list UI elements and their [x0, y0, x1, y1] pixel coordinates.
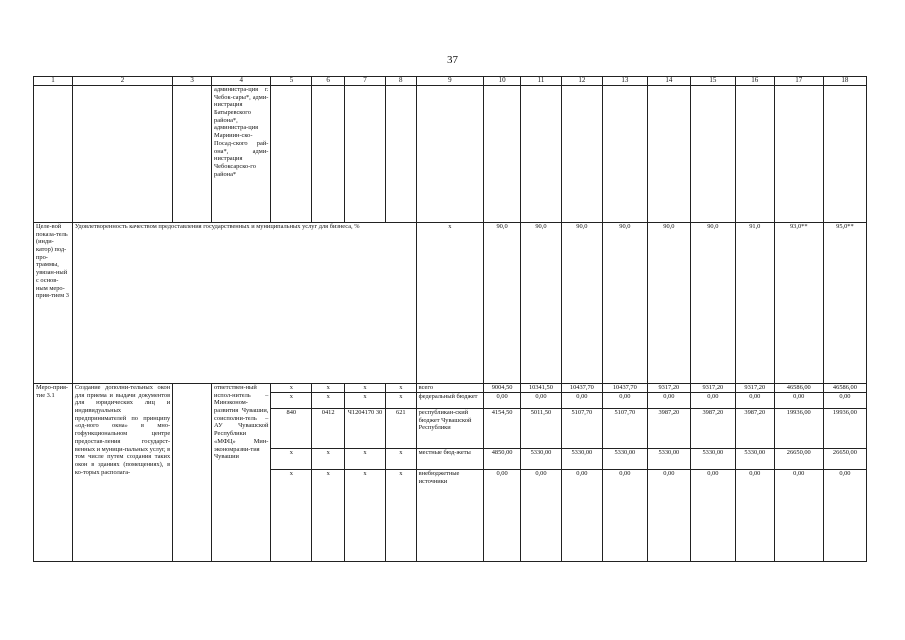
code-cell: x [271, 449, 312, 470]
amount-cell: 5330,00 [735, 449, 774, 470]
code-cell: x [271, 393, 312, 409]
indicator-value: 90,0 [647, 223, 690, 384]
code-cell: x [385, 470, 416, 562]
code-cell: x [385, 384, 416, 393]
header-cell: 12 [561, 77, 602, 86]
indicator-value: 90,0 [561, 223, 602, 384]
amount-cell: 0,00 [823, 393, 866, 409]
funding-source: республикан-ский бюджет Чувашской Республики [416, 409, 484, 449]
funding-source: всего [416, 384, 484, 393]
indicator-value: 90,0 [690, 223, 735, 384]
header-cell: 7 [345, 77, 386, 86]
indicator-value: 93,0** [774, 223, 823, 384]
amount-cell: 0,00 [690, 470, 735, 562]
code-cell: x [345, 470, 386, 562]
amount-cell: 0,00 [647, 470, 690, 562]
amount-cell: 0,00 [735, 393, 774, 409]
header-cell: 13 [602, 77, 647, 86]
amount-cell: 5330,00 [561, 449, 602, 470]
code-cell: x [345, 449, 386, 470]
funding-source: местные бюд-жеты [416, 449, 484, 470]
amount-cell: 26650,00 [823, 449, 866, 470]
header-cell: 15 [690, 77, 735, 86]
amount-cell: 5330,00 [647, 449, 690, 470]
code-cell: Ч1204170 30 [345, 409, 386, 449]
amount-cell: 5330,00 [690, 449, 735, 470]
amount-cell: 10437,70 [561, 384, 602, 393]
code-cell: x [312, 449, 345, 470]
code-cell: x [312, 393, 345, 409]
amount-cell: 0,00 [735, 470, 774, 562]
indicator-description: Удовлетворенность качеством предоставления государственных и муниципальных услуг для бизнеса, % [72, 223, 416, 384]
indicator-value: 91,0 [735, 223, 774, 384]
header-cell: 9 [416, 77, 484, 86]
header-cell: 18 [823, 77, 866, 86]
measure-executors: ответствен-ный испол-нитель – Минэконом-развития Чувашии, соисполни-тель – АУ Чувашской Республики «МФЦ» Мин-экономразви-тия Чувашии [212, 384, 271, 562]
code-cell: x [385, 449, 416, 470]
measure-description: Создание дополни-тельных окон для приема и выдачи документов для юридических лиц и индивидуальных предпринимателей по принципу «од-ного окна» в мно-гофункциональном центре предостав-ления государст-венных и муници-пальных услуг, в том числе путем создания таких окон в зданиях (помещениях), в ко-торых располага- [72, 384, 172, 562]
header-cell: 1 [34, 77, 73, 86]
page-number: 37 [447, 54, 458, 66]
amount-cell: 3987,20 [735, 409, 774, 449]
code-cell: x [271, 470, 312, 562]
amount-cell: 10341,50 [521, 384, 562, 393]
amount-cell: 5107,70 [561, 409, 602, 449]
amount-cell: 0,00 [774, 470, 823, 562]
continuation-row [34, 86, 867, 223]
amount-cell: 10437,70 [602, 384, 647, 393]
amount-cell: 0,00 [602, 470, 647, 562]
amount-cell: 19936,00 [774, 409, 823, 449]
amount-cell: 46586,00 [823, 384, 866, 393]
header-cell: 10 [484, 77, 521, 86]
indicator-value: 90,0 [484, 223, 521, 384]
code-cell: 621 [385, 409, 416, 449]
indicator-value: 95,0** [823, 223, 866, 384]
amount-cell: 0,00 [690, 393, 735, 409]
code-cell: x [345, 384, 386, 393]
funding-source: внебюджетные источники [416, 470, 484, 562]
indicator-source: x [416, 223, 484, 384]
measure-col3 [173, 384, 212, 562]
amount-cell: 9317,20 [690, 384, 735, 393]
code-cell: 0412 [312, 409, 345, 449]
amount-cell: 0,00 [521, 470, 562, 562]
amount-cell: 0,00 [561, 470, 602, 562]
amount-cell: 0,00 [484, 470, 521, 562]
header-cell: 14 [647, 77, 690, 86]
measure-label: Меро-прия-тие 3.1 [34, 384, 73, 562]
code-cell: x [271, 384, 312, 393]
measure-row [34, 384, 867, 393]
header-cell: 17 [774, 77, 823, 86]
amount-cell: 0,00 [823, 470, 866, 562]
header-cell: 2 [72, 77, 172, 86]
amount-cell: 0,00 [561, 393, 602, 409]
funding-source: федеральный бюджет [416, 393, 484, 409]
code-cell: x [312, 470, 345, 562]
header-cell: 11 [521, 77, 562, 86]
header-cell: 6 [312, 77, 345, 86]
amount-cell: 5330,00 [602, 449, 647, 470]
program-table [33, 76, 867, 562]
code-cell: x [312, 384, 345, 393]
code-cell: 840 [271, 409, 312, 449]
header-cell: 3 [173, 77, 212, 86]
executors-cell: администра-ция г. Чебок-сары*, адми-нистрация Батыревского района*, администра-ция Марииин-ско-Посад-ского рай-она*, адми-нистрация Чебоксарско-го района* [212, 86, 271, 223]
target-indicator-row [34, 223, 867, 384]
amount-cell: 4850,00 [484, 449, 521, 470]
amount-cell: 19936,00 [823, 409, 866, 449]
code-cell: x [385, 393, 416, 409]
amount-cell: 4154,50 [484, 409, 521, 449]
amount-cell: 5330,00 [521, 449, 562, 470]
header-cell: 16 [735, 77, 774, 86]
amount-cell: 5107,70 [602, 409, 647, 449]
amount-cell: 9317,20 [647, 384, 690, 393]
header-row [34, 77, 867, 86]
header-cell: 8 [385, 77, 416, 86]
amount-cell: 0,00 [521, 393, 562, 409]
amount-cell: 0,00 [484, 393, 521, 409]
amount-cell: 0,00 [647, 393, 690, 409]
amount-cell: 0,00 [774, 393, 823, 409]
amount-cell: 26650,00 [774, 449, 823, 470]
amount-cell: 3987,20 [690, 409, 735, 449]
amount-cell: 9317,20 [735, 384, 774, 393]
indicator-value: 90,0 [602, 223, 647, 384]
amount-cell: 0,00 [602, 393, 647, 409]
indicator-label: Целе-вой показа-тель (инди-катор) под-про-траммы, увязан-ный с основ-ным меро-прия-тием 3 [34, 223, 73, 384]
amount-cell: 46586,00 [774, 384, 823, 393]
indicator-value: 90,0 [521, 223, 562, 384]
code-cell: x [345, 393, 386, 409]
amount-cell: 5011,50 [521, 409, 562, 449]
header-cell: 4 [212, 77, 271, 86]
header-cell: 5 [271, 77, 312, 86]
amount-cell: 3987,20 [647, 409, 690, 449]
amount-cell: 9004,50 [484, 384, 521, 393]
